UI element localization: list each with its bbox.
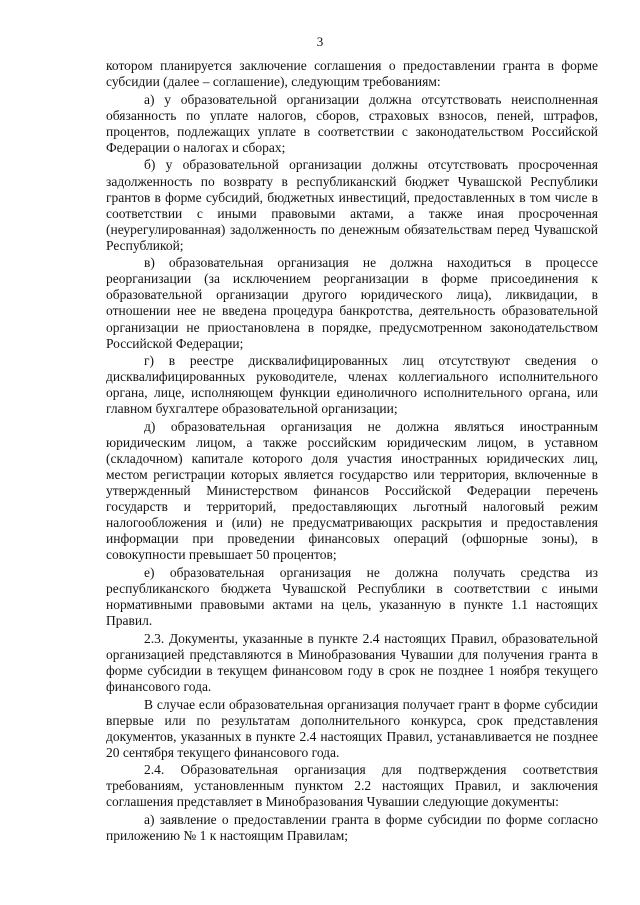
paragraph-item-g: г) в реестре дисквалифицированных лиц отсутствуют сведения о дисквалифицированных руководителе, членах коллегиального исполнительного органа, лице, исполняющем функции единоличного исполнительного органа, или главном бухгалтере образовательной организации; bbox=[106, 353, 598, 417]
page-number: 3 bbox=[316, 34, 324, 49]
paragraph-item-d: д) образовательная организация не должна являться иностранным юридическим лицом, а также российским юридическим лицом, в уставном (складочном) капитале которого доля участия иностранных юридических лиц, местом регистрации которых является государство или территория, включенные в утвержденный Министерством финансов Российской Федерации перечень государств и территорий, предоставляющих льготный налоговый режим налогообложения и (или) не предусматривающих раскрытия и предоставления информации при проведении финансовых операций (офшорные зоны), в совокупности превышает 50 процентов; bbox=[106, 419, 598, 563]
paragraph: котором планируется заключение соглашения о предоставлении гранта в форме субсидии (далее – соглашение), следующим требованиям: bbox=[106, 58, 598, 90]
paragraph-clause-2-3: 2.3. Документы, указанные в пункте 2.4 настоящих Правил, образовательной организацией представляются в Минобразования Чувашии для получения гранта в форме субсидии в текущем финансовом году в срок не позднее 1 ноября текущего финансового года. bbox=[106, 630, 598, 694]
paragraph-item-a: а) у образовательной организации должна отсутствовать неисполненная обязанность по уплате налогов, сборов, страховых взносов, пеней, штрафов, процентов, подлежащих уплате в соответствии с законодательством Российской Федерации о налогах и сборах; bbox=[106, 91, 598, 155]
paragraph-item-v: в) образовательная организация не должна находиться в процессе реорганизации (за исключением реорганизации в форме присоединения к образовательной организации другого юридического лица), ликвидации, в отношении нее не введена процедура банкротства, деятельность образовательной организации не приостановлена в порядке, предусмотренном законодательством Российской Федерации; bbox=[106, 255, 598, 351]
paragraph-clause-2-4: 2.4. Образовательная организация для подтверждения соответствия требованиям, установленным пунктом 2.2 настоящих Правил, и заключения соглашения представляет в Минобразования Чувашии следующие документы: bbox=[106, 762, 598, 810]
paragraph-deadline-note: В случае если образовательная организация получает грант в форме субсидии впервые или по результатам дополнительного конкурса, срок представления документов, указанных в пункте 2.4 настоящих Правил, устанавливается не позднее 20 сентября текущего финансового года. bbox=[106, 696, 598, 760]
paragraph-doc-item-a: а) заявление о предоставлении гранта в форме субсидии по форме согласно приложению № 1 к настоящим Правилам; bbox=[106, 812, 598, 844]
paragraph-item-b: б) у образовательной организации должны отсутствовать просроченная задолженность по возврату в республиканский бюджет Чувашской Республики грантов в форме субсидий, бюджетных инвестиций, предоставленных в том числе в соответствии с иными правовыми актами, а также иная просроченная (неурегулированная) задолженность по денежным обязательствам перед Чувашской Республикой; bbox=[106, 157, 598, 253]
paragraph-item-e: е) образовательная организация не должна получать средства из республиканского бюджета Чувашской Республики в соответствии с иными нормативными правовыми актами на цель, указанную в пункте 1.1 настоящих Правил. bbox=[106, 565, 598, 629]
document-body bbox=[106, 58, 598, 846]
